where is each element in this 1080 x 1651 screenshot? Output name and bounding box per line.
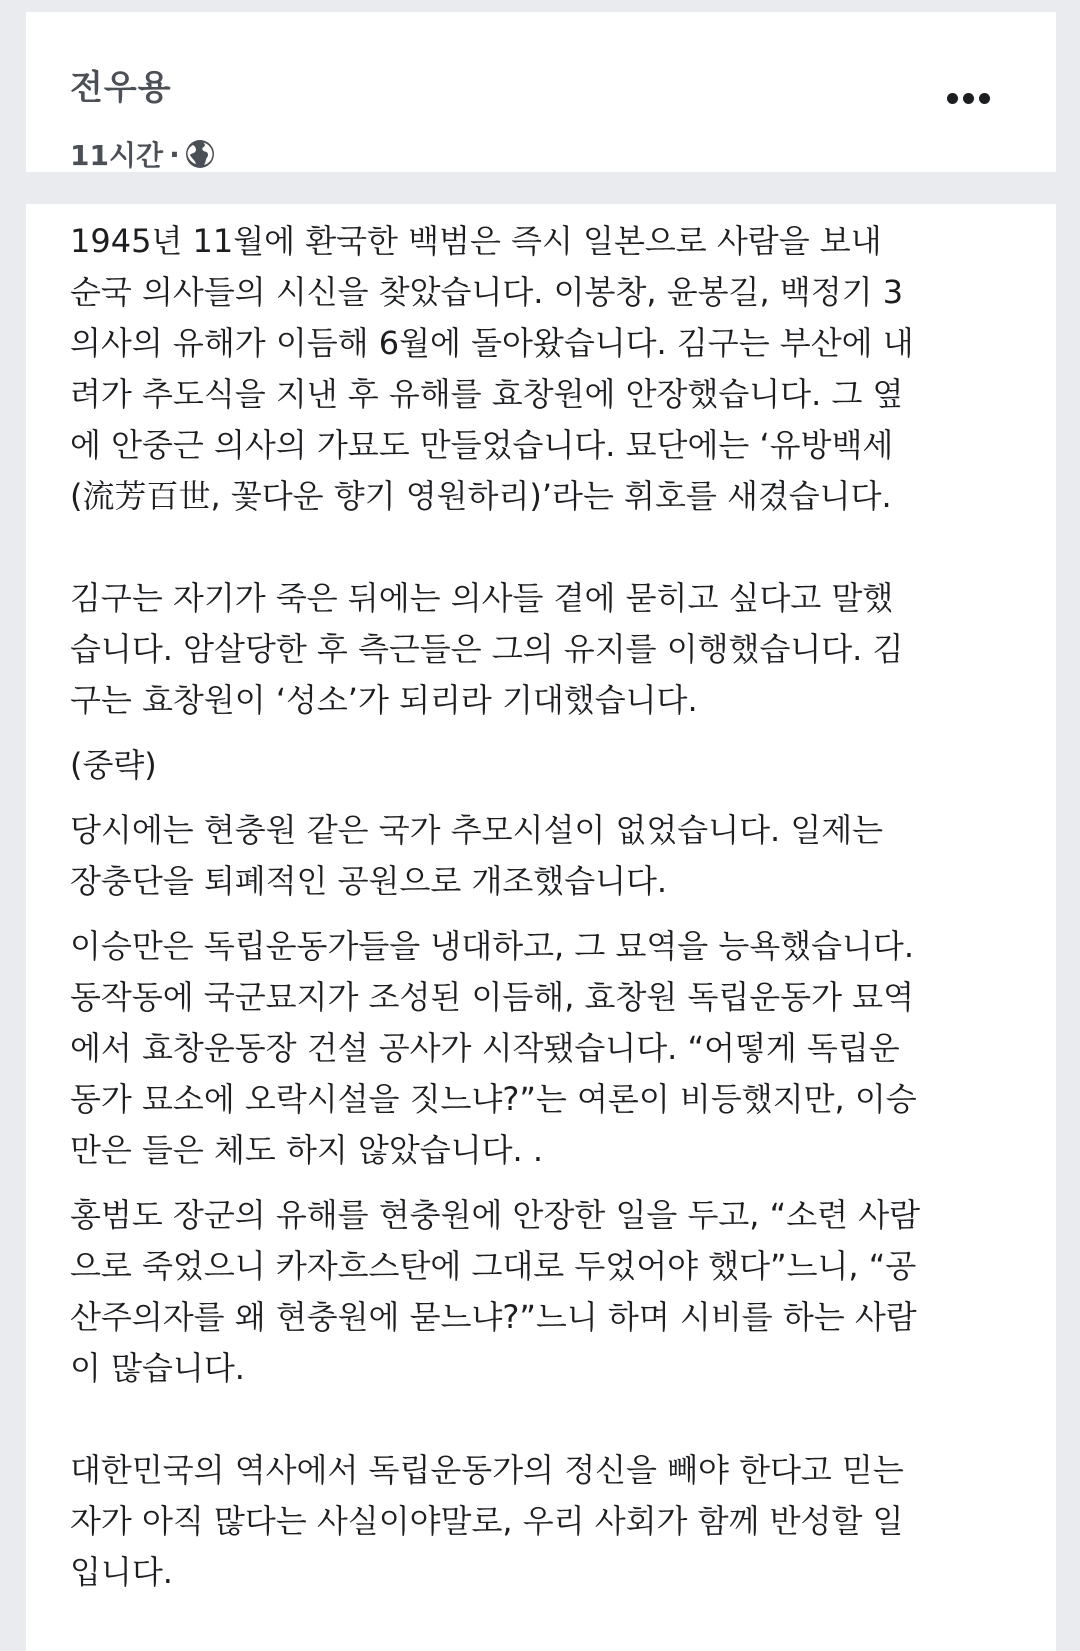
post-meta — [70, 134, 216, 174]
text-line: 에서 효창운동장 건설 공사가 시작됐습니다. “어떻게 독립운 — [70, 1029, 900, 1067]
paragraph-4 — [70, 805, 1030, 907]
post-timestamp[interactable]: 11시간 — [70, 139, 164, 172]
text-line: 이승만은 독립운동가들을 냉대하고, 그 묘역을 능욕했습니다. — [70, 927, 915, 965]
text-line: (流芳百世, 꽃다운 향기 영원하리)’라는 휘호를 새겼습니다. — [70, 477, 892, 515]
text-line: 홍범도 장군의 유해를 현충원에 안장한 일을 두고, “소련 사람 — [70, 1196, 921, 1234]
more-options-button[interactable] — [938, 76, 998, 120]
text-line: 동작동에 국군묘지가 조성된 이듬해, 효창원 독립운동가 묘역 — [70, 978, 915, 1016]
text-line: 동가 묘소에 오락시설을 짓느냐?”는 여론이 비등했지만, 이승 — [70, 1080, 917, 1118]
text-line: (중략) — [70, 746, 157, 784]
text-line: 에 안중근 의사의 가묘도 만들었습니다. 묘단에는 ‘유방백세 — [70, 426, 894, 464]
text-line: 순국 의사들의 시신을 찾았습니다. 이봉창, 윤봉길, 백정기 3 — [70, 273, 904, 311]
paragraph-3 — [70, 740, 1030, 791]
text-line: 입니다. — [70, 1553, 173, 1591]
text-line: 이 많습니다. — [70, 1349, 245, 1387]
text-line: 김구는 자기가 죽은 뒤에는 의사들 곁에 묻히고 싶다고 말했 — [70, 579, 894, 617]
paragraph-1 — [70, 216, 1030, 522]
paragraph-2 — [70, 573, 1030, 726]
text-line: 의사의 유해가 이듬해 6월에 돌아왔습니다. 김구는 부산에 내 — [70, 324, 914, 362]
post-header — [26, 12, 1056, 172]
text-line: 당시에는 현충원 같은 국가 추모시설이 없었습니다. 일제는 — [70, 811, 884, 849]
paragraph-7 — [70, 1445, 1030, 1598]
text-line: 구는 효창원이 ‘성소’가 되리라 기대했습니다. — [70, 681, 698, 719]
more-horizontal-icon — [947, 93, 990, 104]
text-line: 려가 추도식을 지낸 후 유해를 효창원에 안장했습니다. 그 옆 — [70, 375, 904, 413]
post-body — [26, 204, 1056, 1651]
meta-separator: · — [169, 137, 180, 171]
post-text — [70, 216, 1030, 1598]
text-line: 1945년 11월에 환국한 백범은 즉시 일본으로 사람을 보내 — [70, 222, 882, 260]
paragraph-5 — [70, 921, 1030, 1176]
text-line: 으로 죽었으니 카자흐스탄에 그대로 두었어야 했다”느니, “공 — [70, 1247, 917, 1285]
text-line: 장충단을 퇴폐적인 공원으로 개조했습니다. — [70, 862, 668, 900]
author-name[interactable]: 전우용 — [70, 68, 172, 108]
globe-icon[interactable] — [184, 138, 216, 170]
text-line: 만은 들은 체도 하지 않았습니다. . — [70, 1131, 544, 1169]
paragraph-6 — [70, 1190, 1030, 1394]
text-line: 습니다. 암살당한 후 측근들은 그의 유지를 이행했습니다. 김 — [70, 630, 904, 668]
text-line: 대한민국의 역사에서 독립운동가의 정신을 빼야 한다고 믿는 — [70, 1451, 904, 1489]
text-line: 산주의자를 왜 현충원에 묻느냐?”느니 하며 시비를 하는 사람 — [70, 1298, 917, 1336]
text-line: 자가 아직 많다는 사실이야말로, 우리 사회가 함께 반성할 일 — [70, 1502, 904, 1540]
